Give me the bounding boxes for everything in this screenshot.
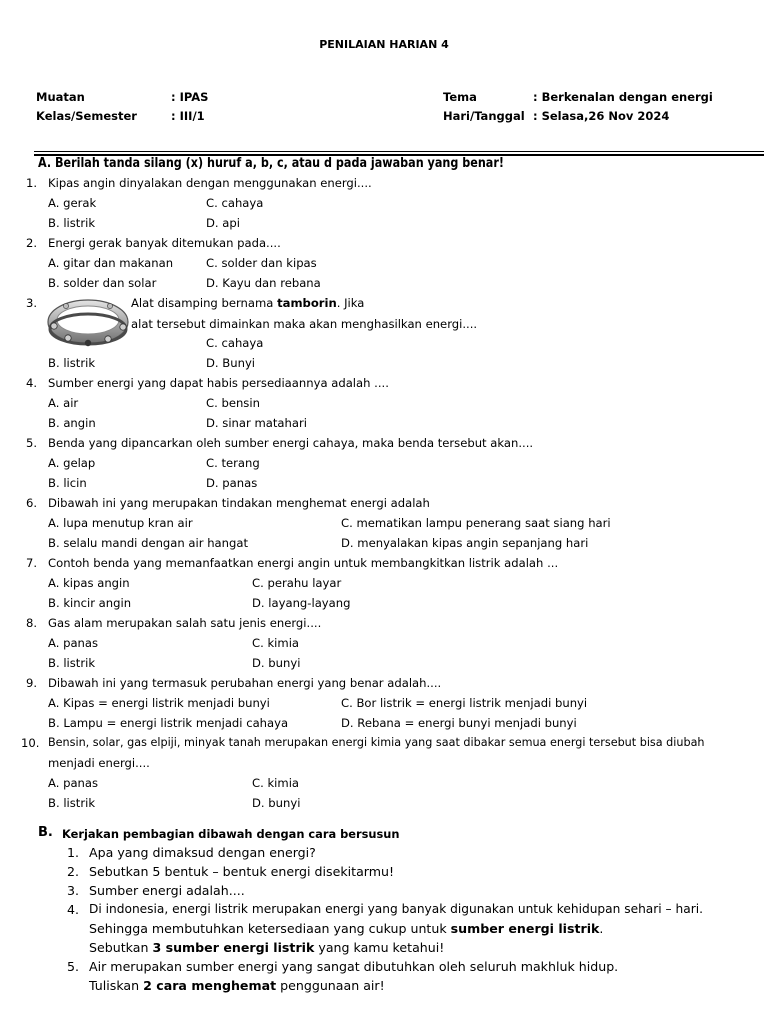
tamborin-term: tamborin — [277, 296, 337, 310]
section-b-letter: B. — [38, 825, 53, 840]
option-b: B. licin — [48, 476, 87, 490]
option-b: B. listrik — [48, 796, 96, 810]
question-number: 6. — [26, 496, 38, 510]
option-a: A. gitar dan makanan — [48, 256, 174, 270]
question-text-line2: menjadi energi.... — [48, 756, 150, 770]
question-number: 3. — [26, 296, 38, 310]
essay-question: Apa yang dimaksud dengan energi? — [89, 845, 316, 860]
option-d: D. sinar matahari — [206, 416, 307, 430]
tema-label: Tema — [443, 90, 477, 104]
question-text: Sumber energi yang dapat habis persediaannya adalah .... — [48, 376, 389, 390]
option-d: D. bunyi — [252, 796, 301, 810]
option-c: C. solder dan kipas — [206, 256, 317, 270]
question-text-line2: alat tersebut dimainkan maka akan menghasilkan energi.... — [131, 317, 478, 331]
question-text: Benda yang dipancarkan oleh sumber energi cahaya, maka benda tersebut akan.... — [48, 436, 534, 450]
option-d: D. Bunyi — [206, 356, 256, 370]
option-a: A. air — [48, 396, 79, 410]
option-b: B. selalu mandi dengan air hangat — [48, 536, 249, 550]
question-number: 10. — [21, 736, 40, 750]
option-b: B. listrik — [48, 356, 96, 370]
divider-line — [34, 151, 764, 152]
kelas-value: : III/1 — [171, 109, 205, 123]
essay-number: 3. — [67, 883, 80, 898]
option-c: C. kimia — [252, 636, 300, 650]
option-d: D. bunyi — [252, 656, 301, 670]
tambourine-image — [46, 296, 130, 352]
option-b: B. Lampu = energi listrik menjadi cahaya — [48, 716, 289, 730]
question-number: 9. — [26, 676, 38, 690]
question-text: Dibawah ini yang merupakan tindakan menghemat energi adalah — [48, 496, 430, 510]
question-number: 5. — [26, 436, 38, 450]
option-a: A. Kipas = energi listrik menjadi bunyi — [48, 696, 270, 710]
essay-number: 5. — [67, 959, 80, 974]
option-c: C. mematikan lampu penerang saat siang hari — [341, 516, 611, 530]
option-d: D. Kayu dan rebana — [206, 276, 321, 290]
tema-value: : Berkenalan dengan energi — [533, 90, 713, 104]
question-text: Bensin, solar, gas elpiji, minyak tanah merupakan energi kimia yang saat dibakar semua energi tersebut bisa diubah — [48, 736, 705, 749]
question-text: Alat disamping bernama tamborin. Jika — [131, 296, 365, 310]
option-c: C. Bor listrik = energi listrik menjadi bunyi — [341, 696, 588, 710]
question-number: 1. — [26, 176, 38, 190]
option-c: C. kimia — [252, 776, 300, 790]
option-b: B. kincir angin — [48, 596, 132, 610]
question-text: Kipas angin dinyalakan dengan menggunakan energi.... — [48, 176, 372, 190]
essay-question: Sumber energi adalah.... — [89, 883, 245, 898]
essay-question: Air merupakan sumber energi yang sangat dibutuhkan oleh seluruh makhluk hidup. — [89, 959, 619, 974]
option-d: D. panas — [206, 476, 258, 490]
hari-value: : Selasa,26 Nov 2024 — [533, 109, 670, 123]
option-d: D. layang-layang — [252, 596, 351, 610]
option-c: C. terang — [206, 456, 260, 470]
option-a: A. kipas angin — [48, 576, 130, 590]
option-c: C. cahaya — [206, 336, 264, 350]
essay-number: 2. — [67, 864, 80, 879]
question-text: Dibawah ini yang termasuk perubahan energi yang benar adalah.... — [48, 676, 442, 690]
option-b: B. angin — [48, 416, 96, 430]
option-d: D. Rebana = energi bunyi menjadi bunyi — [341, 716, 577, 730]
essay-question-line2: Sehingga membutuhkan ketersediaan yang cukup untuk sumber energi listrik. — [89, 921, 604, 936]
question-number: 8. — [26, 616, 38, 630]
option-a: A. lupa menutup kran air — [48, 516, 193, 530]
muatan-label: Muatan — [36, 90, 85, 104]
question-text: Energi gerak banyak ditemukan pada.... — [48, 236, 281, 250]
hari-label: Hari/Tanggal — [443, 109, 525, 123]
section-a-heading: A. Berilah tanda silang (x) huruf a, b, c, atau d pada jawaban yang benar! — [38, 156, 504, 171]
essay-number: 4. — [67, 902, 80, 917]
option-b: B. listrik — [48, 656, 96, 670]
question-text: Gas alam merupakan salah satu jenis energi.... — [48, 616, 322, 630]
option-a: A. panas — [48, 636, 99, 650]
option-d: D. menyalakan kipas angin sepanjang hari — [341, 536, 589, 550]
option-b: B. solder dan solar — [48, 276, 157, 290]
essay-number: 1. — [67, 845, 80, 860]
option-c: C. perahu layar — [252, 576, 342, 590]
option-c: C. cahaya — [206, 196, 264, 210]
question-text: Contoh benda yang memanfaatkan energi angin untuk membangkitkan listrik adalah ... — [48, 556, 559, 570]
essay-question: Sebutkan 5 bentuk – bentuk energi disekitarmu! — [89, 864, 395, 879]
page-title: PENILAIAN HARIAN 4 — [319, 38, 449, 51]
question-number: 2. — [26, 236, 38, 250]
option-a: A. gelap — [48, 456, 96, 470]
option-a: A. gerak — [48, 196, 97, 210]
muatan-value: : IPAS — [171, 90, 209, 104]
section-b-heading: Kerjakan pembagian dibawah dengan cara bersusun — [62, 827, 400, 841]
essay-question: Di indonesia, energi listrik merupakan energi yang banyak digunakan untuk kehidupan sehari – hari. — [89, 902, 703, 916]
essay-question-line2: Tuliskan 2 cara menghemat penggunaan air! — [89, 978, 385, 993]
essay-question-line3: Sebutkan 3 sumber energi listrik yang kamu ketahui! — [89, 940, 445, 955]
option-a: A. panas — [48, 776, 99, 790]
kelas-label: Kelas/Semester — [36, 109, 137, 123]
question-number: 4. — [26, 376, 38, 390]
option-c: C. bensin — [206, 396, 260, 410]
option-b: B. listrik — [48, 216, 96, 230]
question-number: 7. — [26, 556, 38, 570]
option-d: D. api — [206, 216, 240, 230]
